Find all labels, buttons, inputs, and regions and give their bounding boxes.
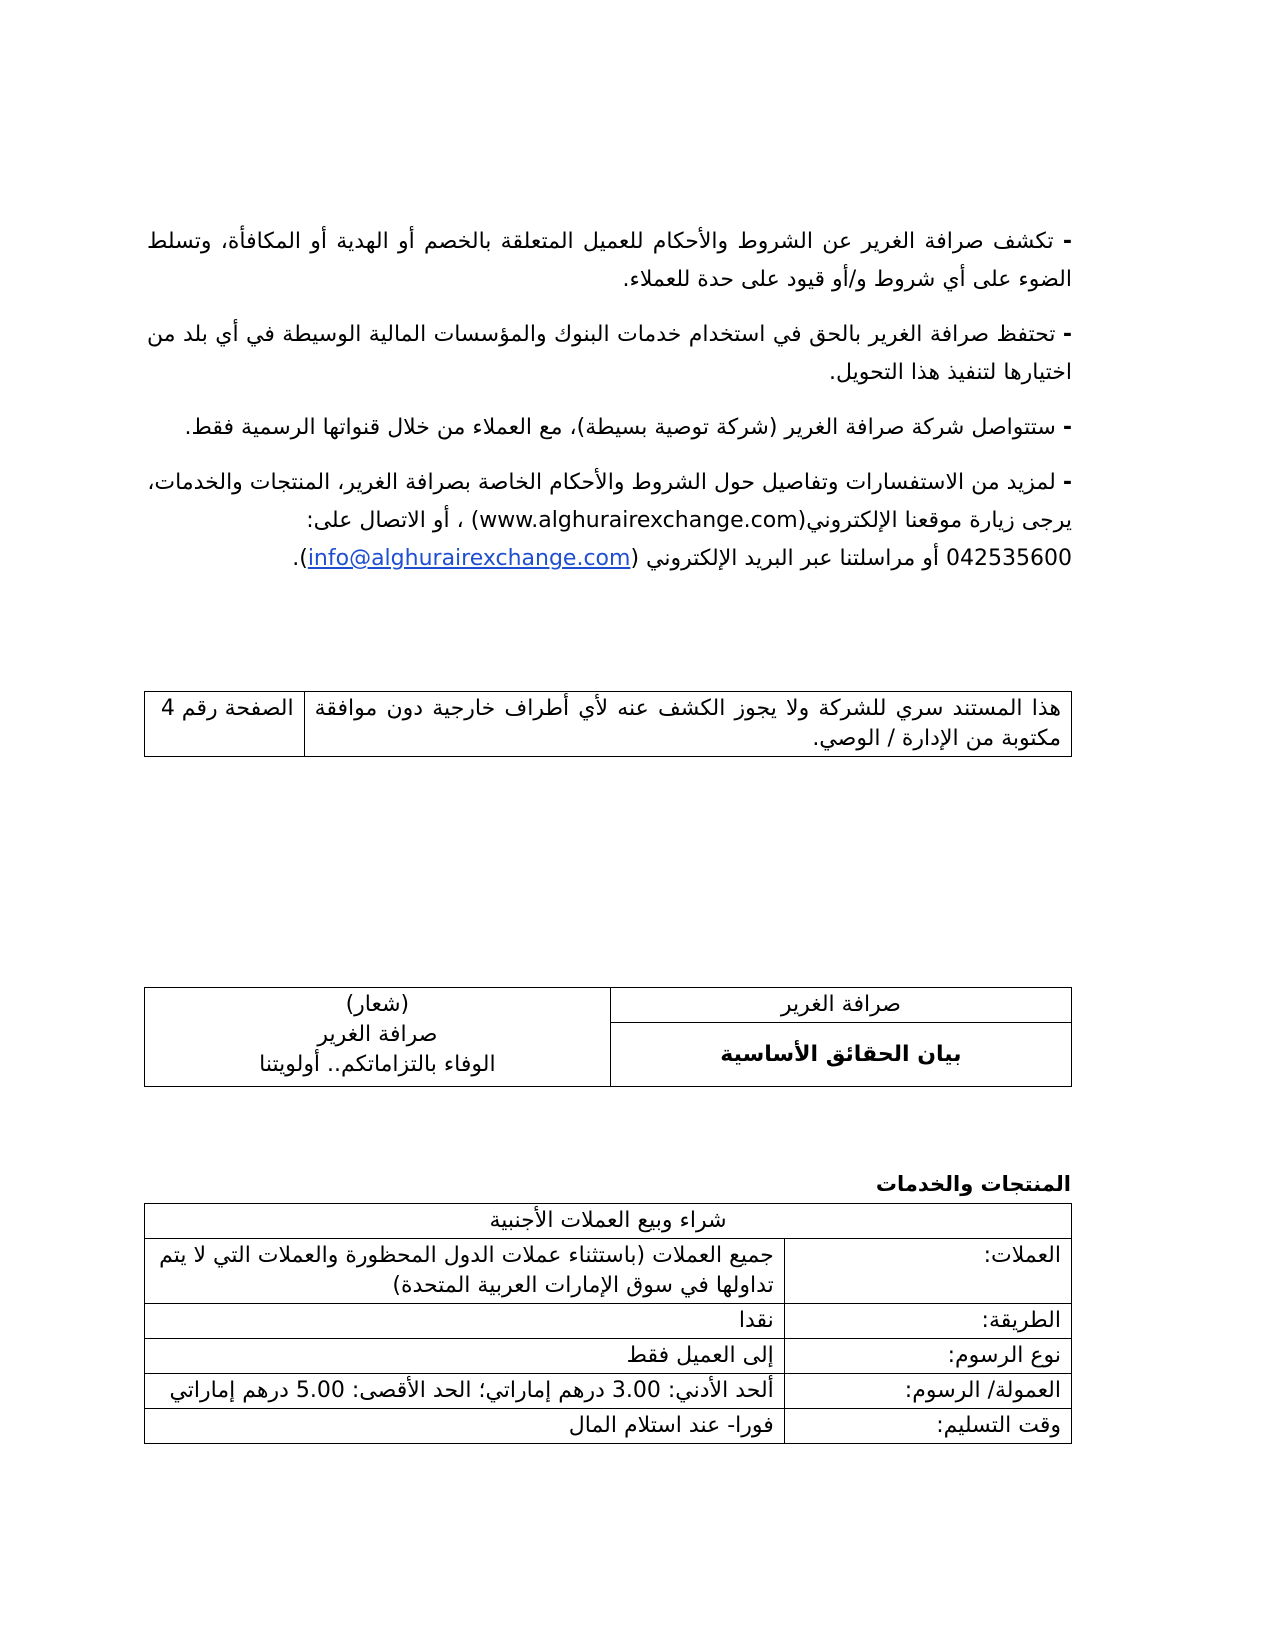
visit-website-text: يرجى زيارة موقعنا الإلكتروني (806, 508, 1072, 533)
logo-tagline: الوفاء بالتزاماتكم.. أولويتنا (259, 1052, 496, 1077)
table-row (145, 1409, 1072, 1444)
bullet-dash: - (1062, 415, 1072, 440)
paragraph-official-channels (147, 409, 1072, 447)
header-table (144, 987, 1072, 1087)
website-link[interactable]: (www.alghurairexchange.com) (470, 508, 807, 533)
bullet-dash: - (1062, 229, 1072, 254)
logo-cell (145, 988, 611, 1087)
row-value: إلى العميل فقط (145, 1339, 785, 1374)
paragraph-text: تحتفظ صرافة الغرير بالحق في استخدام خدمات البنوك والمؤسسات المالية الوسيطة في أي بلد من اختيارها لتنفيذ هذا التحويل. (147, 322, 1072, 385)
paragraph-text: تكشف صرافة الغرير عن الشروط والأحكام للعميل المتعلقة بالخصم أو الهدية أو المكافأة، وتسلط الضوء على أي شروط و/أو قيود على حدة للعملاء. (147, 229, 1072, 292)
call-us-text: ، أو الاتصال على: (306, 508, 464, 533)
contact-line-3: 042535600 أو مراسلتنا عبر البريد الإلكتروني (info@alghurairexchange.com). (292, 546, 1072, 571)
logo-name: صرافة الغرير (317, 1022, 438, 1047)
sentence-end: . (292, 546, 300, 571)
paragraph-banking-rights (147, 316, 1072, 392)
product-table (144, 1203, 1072, 1444)
logo-label: (شعار) (345, 992, 410, 1017)
paragraph-text: ستتواصل شركة صرافة الغرير (شركة توصية بسيطة)، مع العملاء من خلال قنواتها الرسمية فقط. (184, 415, 1056, 440)
bullet-dash: - (1062, 322, 1073, 347)
table-row (145, 1374, 1072, 1409)
row-label: العمولة/ الرسوم: (784, 1374, 1071, 1409)
row-value: جميع العملات (باستثناء عملات الدول المحظورة والعملات التي لا يتم تداولها في سوق الإمارات العربية المتحدة) (145, 1239, 785, 1304)
bullet-dash: - (1062, 470, 1072, 495)
confidentiality-notice: هذا المستند سري للشركة ولا يجوز الكشف عنه لأي أطراف خارجية دون موافقة مكتوبة من الإدارة / الوصي. (304, 692, 1071, 757)
paragraph-disclosure (147, 223, 1072, 299)
row-value: فورا- عند استلام المال (145, 1409, 785, 1444)
row-label: العملات: (784, 1239, 1071, 1304)
phone-number: 042535600 (946, 546, 1072, 571)
email-link[interactable]: info@alghurairexchange.com (307, 546, 631, 571)
row-label: الطريقة: (784, 1304, 1071, 1339)
paragraph-contact (147, 464, 1072, 578)
row-label: وقت التسليم: (784, 1409, 1071, 1444)
page-number: الصفحة رقم 4 (145, 692, 305, 757)
table-row (145, 1339, 1072, 1374)
contact-intro-text: لمزيد من الاستفسارات وتفاصيل حول الشروط والأحكام الخاصة بصرافة الغرير، المنتجات والخدمات، (147, 470, 1056, 495)
contact-line-1 (147, 464, 1072, 502)
footer-table (144, 691, 1072, 757)
table-row (145, 1239, 1072, 1304)
contact-line-2 (147, 502, 1072, 540)
table-row (145, 1304, 1072, 1339)
row-value: ألحد الأدني: 3.00 درهم إماراتي؛ الحد الأقصى: 5.00 درهم إماراتي (145, 1374, 785, 1409)
email-us-text: أو مراسلتنا عبر البريد الإلكتروني (646, 546, 940, 571)
row-label: نوع الرسوم: (784, 1339, 1071, 1374)
section-heading: المنتجات والخدمات (875, 1172, 1071, 1196)
company-name: صرافة الغرير (610, 988, 1071, 1023)
row-value: نقدا (145, 1304, 785, 1339)
product-table-title: شراء وبيع العملات الأجنبية (145, 1204, 1072, 1239)
document-title: بيان الحقائق الأساسية (610, 1023, 1071, 1087)
